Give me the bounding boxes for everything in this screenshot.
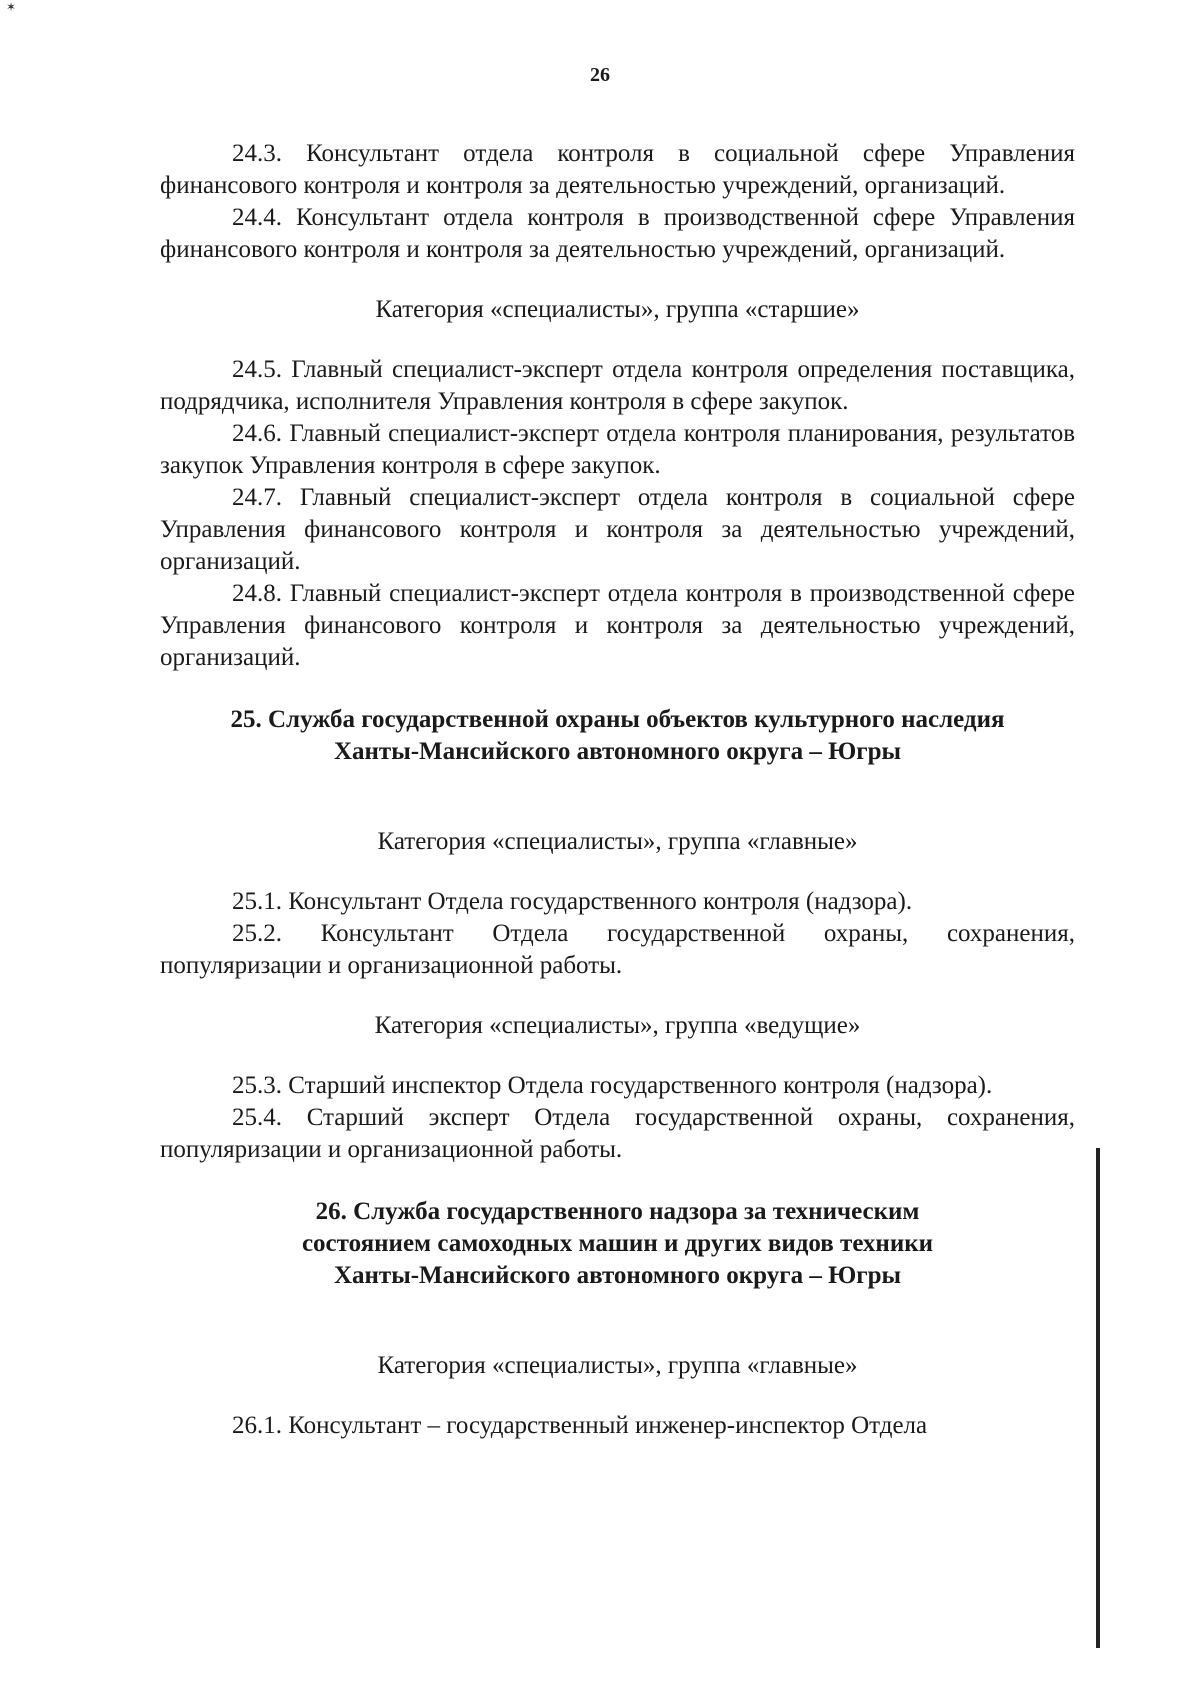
list-item: 25.2. Консультант Отдела государственной охраны, сохранения, популяризации и организационной работы.	[160, 920, 1075, 979]
spacer	[160, 858, 1075, 886]
list-item: 24.6. Главный специалист-эксперт отдела контроля планирования, результатов закупок Управления контроля в сфере закупок.	[160, 420, 1075, 479]
section-heading	[160, 1196, 1075, 1292]
spacer	[160, 982, 1075, 1010]
category-heading: Категория «специалисты», группа «главные»	[377, 1352, 858, 1379]
list-item: 25.1. Консультант Отдела государственного контроля (надзора).	[232, 888, 913, 915]
section-heading-line: Ханты-Мансийского автономного округа – Югры	[333, 1262, 902, 1289]
document-body	[160, 138, 1075, 1442]
spacer	[160, 798, 1075, 826]
list-item: 24.8. Главный специалист-эксперт отдела контроля в производственной сфере Управления финансового контроля и контроля за деятельностью учреждений, организаций.	[160, 580, 1075, 671]
scan-artifact-mark: ✶	[6, 0, 17, 14]
spacer	[160, 326, 1075, 354]
spacer	[160, 1166, 1075, 1196]
spacer	[160, 768, 1075, 798]
spacer	[160, 674, 1075, 704]
section-heading-line: состоянием самоходных машин и других видов техники	[301, 1230, 934, 1257]
section-heading-line: 26. Служба государственного надзора за техническим	[315, 1198, 920, 1225]
category-heading: Категория «специалисты», группа «ведущие»	[374, 1012, 861, 1039]
category-heading: Категория «специалисты», группа «главные»	[377, 828, 858, 855]
list-item: 25.4. Старший эксперт Отдела государственной охраны, сохранения, популяризации и организационной работы.	[160, 1104, 1075, 1163]
spacer	[160, 1042, 1075, 1070]
list-item: 24.7. Главный специалист-эксперт отдела контроля в социальной сфере Управления финансового контроля и контроля за деятельностью учреждений, организаций.	[160, 484, 1075, 575]
spacer	[160, 1382, 1075, 1410]
list-item: 24.4. Консультант отдела контроля в производственной сфере Управления финансового контроля и контроля за деятельностью учреждений, организаций.	[160, 204, 1075, 263]
list-item: 25.3. Старший инспектор Отдела государственного контроля (надзора).	[232, 1072, 993, 1099]
section-heading-line: 25. Служба государственной охраны объектов культурного наследия	[230, 706, 1005, 733]
spacer	[160, 266, 1075, 294]
list-item: 24.3. Консультант отдела контроля в социальной сфере Управления финансового контроля и контроля за деятельностью учреждений, организаций.	[160, 140, 1075, 199]
spacer	[160, 1322, 1075, 1350]
section-heading-line: Ханты-Мансийского автономного округа – Югры	[333, 738, 902, 765]
list-item: 26.1. Консультант – государственный инженер-инспектор Отдела	[232, 1412, 928, 1439]
spacer	[160, 1292, 1075, 1322]
section-heading	[160, 704, 1075, 768]
page-number: 26	[590, 64, 610, 86]
list-item: 24.5. Главный специалист-эксперт отдела контроля определения поставщика, подрядчика, исполнителя Управления контроля в сфере закупок.	[160, 356, 1075, 415]
scan-edge-line	[1096, 1148, 1100, 1648]
category-heading: Категория «специалисты», группа «старшие»	[375, 296, 860, 323]
